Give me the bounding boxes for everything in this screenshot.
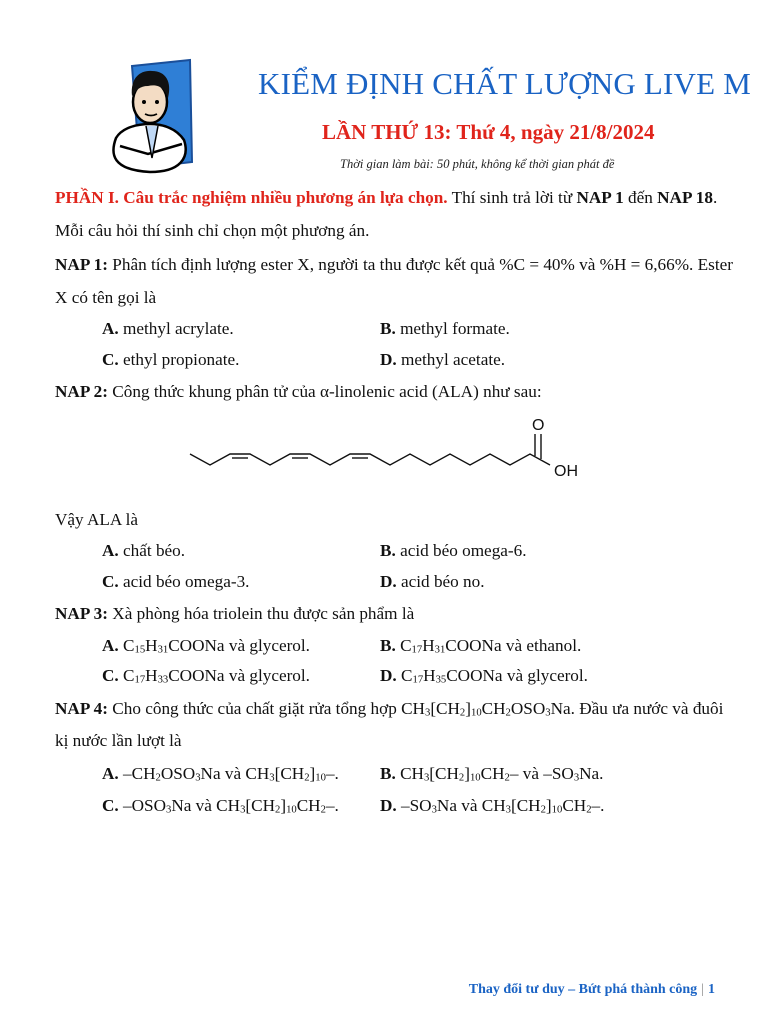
option-label: C. (102, 572, 119, 591)
question-2-label: NAP 2: (55, 382, 108, 401)
formula-part: Na. (579, 764, 604, 783)
question-2-stem-2: Vậy ALA là (55, 510, 139, 529)
formula-part: ] (280, 796, 287, 815)
question-1-label: NAP 1: (55, 255, 108, 274)
question-4-option-a[interactable] (102, 765, 339, 782)
option-label: B. (380, 541, 396, 560)
formula-part: CH (480, 764, 505, 783)
formula-part: ] (465, 699, 471, 718)
option-text: methyl acetate. (396, 350, 506, 369)
formula-part: Na và CH (200, 764, 270, 783)
option-label: B. (380, 636, 396, 655)
formula-subscript: 17 (411, 644, 423, 656)
formula-part: –CH (118, 764, 156, 783)
question-3-option-b[interactable] (380, 637, 581, 654)
question-3-text: Xà phòng hóa triolein thu được sản phẩm là (108, 604, 415, 623)
question-1-option-b[interactable] (380, 320, 510, 337)
formula-subscript: 35 (435, 674, 447, 686)
formula-subscript: 33 (157, 674, 169, 686)
formula-part: OSO (160, 764, 196, 783)
question-1-option-d[interactable] (380, 351, 505, 368)
formula-part: C (118, 636, 135, 655)
formula-subscript: 3 (166, 804, 172, 816)
question-3-option-c[interactable] (102, 667, 310, 684)
hydroxyl-label: OH (554, 463, 578, 480)
time-note: Thời gian làm bài: 50 phút, không kể thời gian phát đề (340, 157, 615, 171)
option-label: D. (380, 350, 397, 369)
option-label: B. (380, 764, 396, 783)
footer-separator: | (701, 982, 704, 997)
formula-subscript: 2 (275, 804, 281, 816)
question-4-option-b[interactable] (380, 765, 603, 782)
formula-part: –OSO (118, 796, 166, 815)
formula-part: H (423, 666, 436, 685)
formula-subscript: 10 (470, 707, 482, 719)
option-label: D. (380, 796, 397, 815)
question-3-label: NAP 3: (55, 604, 108, 623)
option-label: B. (380, 319, 396, 338)
section-instruction: Mỗi câu hỏi thí sinh chỉ chọn một phương án. (55, 221, 370, 240)
option-label: A. (102, 541, 119, 560)
formula-part: [CH (274, 764, 305, 783)
formula-part: H (145, 666, 158, 685)
carbonyl-oxygen-label: O (532, 417, 545, 434)
formula-part: COONa và glycerol. (168, 666, 310, 685)
option-text: methyl formate. (395, 319, 510, 338)
page-number: 1 (708, 982, 715, 997)
formula-part: – và –SO (509, 764, 574, 783)
page-footer (469, 982, 715, 998)
formula-subscript: 2 (586, 804, 592, 816)
question-1-option-c[interactable] (102, 351, 239, 368)
formula-subscript: 3 (545, 707, 551, 719)
formula-part: Na. Đầu ưa nước và đuôi (550, 699, 724, 718)
formula-subscript: 2 (504, 772, 510, 784)
formula-part: ] (545, 796, 552, 815)
formula-part: COONa và ethanol. (445, 636, 582, 655)
option-text: chất béo. (118, 541, 186, 560)
formula-subscript: 3 (505, 804, 511, 816)
question-1-stem (55, 256, 733, 273)
question-2-text: Công thức khung phân tử của α-linolenic acid (ALA) như sau: (108, 382, 542, 401)
formula-subscript: 2 (304, 772, 310, 784)
formula-part: CH (395, 764, 424, 783)
question-3-option-a[interactable] (102, 637, 310, 654)
ala-skeletal-formula (188, 412, 588, 487)
formula-part: Na và CH (436, 796, 506, 815)
formula-subscript: 31 (157, 644, 169, 656)
section-intro (55, 189, 717, 206)
footer-slogan: Thay đổi tư duy – Bứt phá thành công (468, 982, 698, 997)
section-heading: PHẦN I. Câu trắc nghiệm nhiều phương án lựa chọn. (55, 188, 448, 207)
question-2-stem (55, 383, 542, 400)
question-4-option-d[interactable] (380, 797, 604, 814)
option-text: acid béo omega-3. (118, 572, 250, 591)
formula-subscript: 3 (423, 772, 430, 784)
option-label: C. (102, 350, 119, 369)
question-4-label: NAP 4: (55, 699, 108, 718)
option-text: ethyl propionate. (118, 350, 240, 369)
formula-part: –. (325, 796, 339, 815)
section-intro-period: . (712, 188, 718, 207)
formula-subscript: 17 (412, 674, 424, 686)
question-1-stem-2: X có tên gọi là (55, 288, 157, 307)
question-2-option-b[interactable] (380, 542, 527, 559)
option-label: C. (102, 796, 119, 815)
formula-part: [CH (245, 796, 275, 815)
formula-subscript: 10 (286, 804, 297, 816)
formula-subscript: 2 (459, 707, 466, 719)
question-2-option-c[interactable] (102, 573, 249, 590)
formula-part: H (422, 636, 435, 655)
question-2-option-a[interactable] (102, 542, 185, 559)
question-3-stem (55, 605, 414, 622)
formula-subscript: 2 (155, 772, 161, 784)
formula-part: COONa và glycerol. (446, 666, 588, 685)
formula-subscript: 2 (458, 772, 465, 784)
option-label: D. (380, 666, 397, 685)
question-2-option-d[interactable] (380, 573, 485, 590)
page-title: KIỂM ĐỊNH CHẤT LƯỢNG LIVE M (258, 66, 751, 101)
formula-subscript: 3 (269, 772, 275, 784)
formula-subscript: 2 (320, 804, 326, 816)
formula-subscript: 3 (573, 772, 580, 784)
formula-part: COONa và glycerol. (168, 636, 310, 655)
formula-part: CH (296, 796, 321, 815)
question-1-text: Phân tích định lượng ester X, người ta thu được kết quả %C = 40% và %H = 6,66%. Ester (108, 255, 733, 274)
option-label: C. (102, 666, 119, 685)
question-3-option-d[interactable] (380, 667, 588, 684)
option-label: A. (102, 764, 119, 783)
formula-part: OSO (510, 699, 546, 718)
formula-part: –SO (396, 796, 432, 815)
option-text: acid béo omega-6. (395, 541, 527, 560)
option-text: methyl acrylate. (118, 319, 234, 338)
formula-subscript: 3 (240, 804, 246, 816)
formula-subscript: 3 (195, 772, 201, 784)
formula-part: –. (325, 764, 339, 783)
formula-part: CH (562, 796, 587, 815)
formula-part: ] (464, 764, 470, 783)
formula-part: H (145, 636, 158, 655)
formula-part: [CH (510, 796, 541, 815)
cartoon-student-logo (102, 58, 198, 174)
formula-part: C (118, 666, 135, 685)
formula-subscript: 2 (540, 804, 546, 816)
formula-subscript: 31 (434, 644, 446, 656)
formula-subscript: 10 (469, 772, 481, 784)
formula-part: [CH (430, 699, 460, 718)
formula-part: –. (591, 796, 605, 815)
formula-part: Cho công thức của chất giặt rửa tổng hợp CH (108, 699, 425, 718)
question-4-stem-2: kị nước lần lượt là (55, 731, 182, 750)
option-label: A. (102, 636, 119, 655)
formula-subscript: 3 (431, 804, 437, 816)
option-label: D. (380, 572, 397, 591)
section-range-start: NAP 1 (576, 188, 624, 207)
formula-part: [CH (429, 764, 459, 783)
formula-subscript: 15 (134, 644, 146, 656)
question-1-option-a[interactable] (102, 320, 234, 337)
section-intro-text-2: đến (623, 188, 658, 207)
formula-subscript: 10 (315, 772, 326, 784)
formula-part: Na và CH (171, 796, 241, 815)
option-text: acid béo no. (396, 572, 485, 591)
formula-subscript: 3 (424, 707, 431, 719)
exam-session: LẦN THỨ 13: Thứ 4, ngày 21/8/2024 (322, 120, 655, 144)
formula-part: C (396, 666, 413, 685)
formula-subscript: 10 (551, 804, 563, 816)
question-4-option-c[interactable] (102, 797, 339, 814)
section-intro-text: Thí sinh trả lời từ (447, 188, 577, 207)
formula-part: CH (481, 699, 506, 718)
option-label: A. (102, 319, 119, 338)
formula-part: C (395, 636, 412, 655)
formula-subscript: 17 (134, 674, 146, 686)
section-range-end: NAP 18 (657, 188, 713, 207)
question-4-stem (55, 700, 723, 717)
formula-subscript: 2 (505, 707, 511, 719)
formula-part: ] (309, 764, 316, 783)
